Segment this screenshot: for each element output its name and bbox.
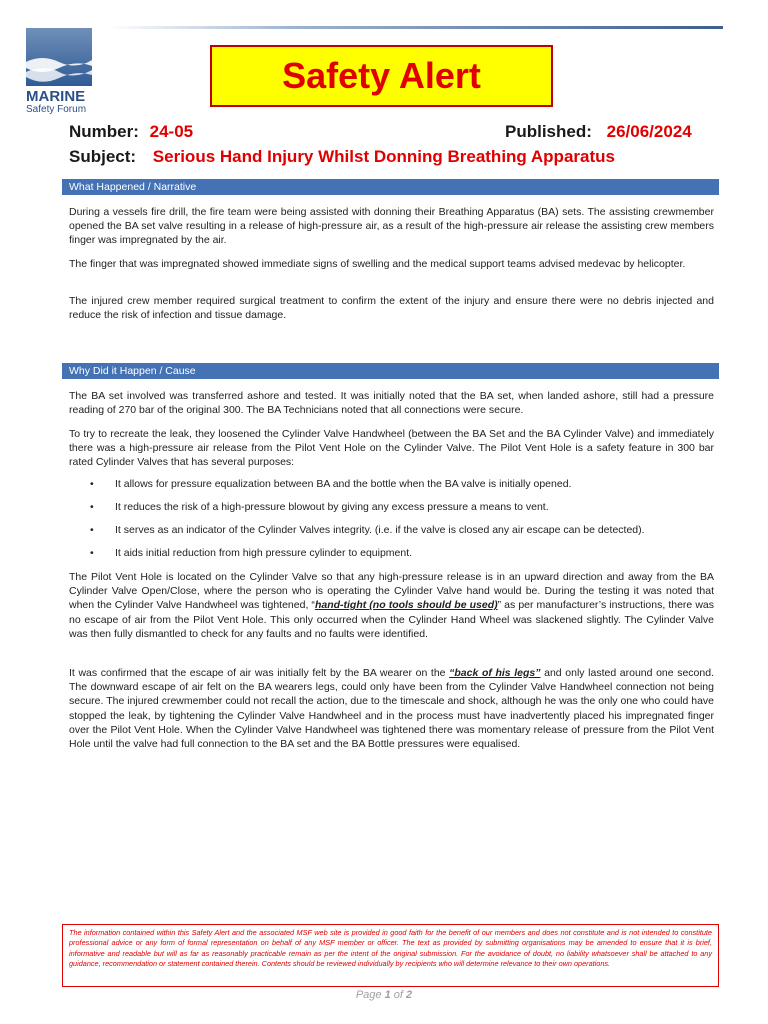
bullet-glyph: • (90, 524, 94, 536)
page-current: 1 (384, 989, 391, 1001)
bullet-text: It reduces the risk of a high-pressure blowout by giving any excess pressure a means to vent. (115, 501, 549, 513)
header-rule (108, 26, 723, 29)
list-item (90, 547, 710, 570)
cause-paragraph-2: To try to recreate the leak, they loosened the Cylinder Valve Handwheel (between the BA Set and the BA Cylinder Valve) and immediately there was a high-pressure air release from the Pilot Vent Hole on the Cylinder Valve. The Pilot Vent Hole is a safety feature in 300 bar rated Cylinder Valves that has several purposes: (69, 428, 714, 469)
wave-icon (26, 28, 92, 86)
published-value: 26/06/2024 (606, 122, 692, 141)
purpose-bullet-list (90, 478, 710, 570)
cause-paragraph-1: The BA set involved was transferred ashore and tested. It was initially noted that the BA set, when landed ashore, still had a pressure reading of 270 bar of the original 300. The BA Technicians noted that all connections were secure. (69, 390, 714, 417)
bullet-glyph: • (90, 478, 94, 490)
paragraph-text: ” as per manufacturer’s instructions, there was no escape of air from the Pilot Vent Hole. This only occurred when the Cylinder Hand Wheel was slackened slightly. The Cylinder Valve was then fully dismantled to check for any faults and no faults were identified. (69, 599, 715, 640)
emphasis-back-of-legs: “back of his legs” (449, 667, 541, 679)
list-item (90, 478, 710, 501)
paragraph-text: The Pilot Vent Hole is located on the Cylinder Valve so that any high-pressure release is in an upward direction and away from the BA Cylinder Valve Open/Close, where the person who is operating the Cylinder Valve hand would be. During the testing it was noted that when the Cylinder Valve Handwheel was tightened, “ (69, 571, 714, 612)
bullet-text: It aids initial reduction from high pressure cylinder to equipment. (115, 547, 413, 559)
narrative-paragraph-1: During a vessels fire drill, the fire team were being assisted with donning their Breathing Apparatus (BA) sets. The assisting crewmember opened the BA set valve resulting in a release of high-pressure air, as a result of the high-pressure air release the assisting crew members finger was impregnated by the air. (69, 206, 714, 247)
subject-label: Subject: (69, 147, 137, 166)
logo-subtitle: Safety Forum (26, 104, 87, 115)
narrative-paragraph-2: The finger that was impregnated showed immediate signs of swelling and the medical support teams advised medevac by helicopter. (69, 258, 686, 270)
bullet-glyph: • (90, 501, 94, 513)
bullet-text: It serves as an indicator of the Cylinder Valves integrity. (i.e. if the valve is closed any air escape can be detected). (115, 524, 645, 536)
published-label: Published: (505, 122, 592, 141)
emphasis-hand-tight: hand-tight (no tools should be used) (314, 599, 498, 612)
section-header-why-did-it-happen: Why Did it Happen / Cause (62, 363, 719, 379)
page-number (0, 989, 768, 1001)
page-prefix: Page (355, 989, 385, 1001)
subject-row (69, 147, 615, 167)
legal-disclaimer: The information contained within this Safety Alert and the associated MSF web site is provided in good faith for the benefit of our members and does not constitute and is not intended to constitute professional advice or any form of formal representation on behalf of any MSF member or officer. The text as provided by submitting organisations may be amended to ensure that it is brief, informative and readable but will as far as reasonably practicable remain as per the intent of the original submission. For the avoidance of doubt, no liability whatsoever shall be attached to any guidance, recommendation or statement contained therein. Contents should be reviewed individually by recipients who will determine relevance to their own operations. (62, 924, 719, 987)
safety-alert-banner (210, 45, 553, 107)
page-total: 2 (406, 989, 413, 1001)
marine-safety-forum-logo (26, 28, 96, 120)
list-item (90, 524, 710, 547)
narrative-paragraph-3: The injured crew member required surgical treatment to confirm the extent of the injury and ensure there were no debris injected and reduce the risk of infection and tissue damage. (69, 295, 714, 322)
bullet-text: It allows for pressure equalization between BA and the bottle when the BA valve is initially opened. (115, 478, 572, 490)
paragraph-text: and only lasted around one second. The downward escape of air felt on the BA wearers legs, could only have been from the Cylinder Valve Handwheel connection not being secure. The injured crewmember could not recall the action, due to the timescale and shock, although he was the only one who could have stopped the leak, by tightening the Cylinder Valve Handwheel and in the process must have inadvertently placed his impregnated finger over the Pilot Vent Hole. When the Cylinder Valve Handwheel was tightened there was momentary release of pressure from the Pilot Vent Hole until the valve had full connection to the BA set and the BA Bottle pressures were equalised. (69, 667, 714, 751)
bullet-glyph: • (90, 547, 94, 559)
logo-wordmark: MARINE (26, 88, 86, 105)
list-item (90, 501, 710, 524)
page-mid: of (390, 989, 407, 1001)
cause-paragraph-4 (69, 666, 714, 751)
cause-paragraph-3 (69, 570, 714, 641)
section-header-what-happened: What Happened / Narrative (62, 179, 719, 195)
number-value: 24-05 (149, 122, 194, 141)
published-row (505, 122, 692, 142)
number-row (69, 122, 193, 142)
paragraph-text: It was confirmed that the escape of air was initially felt by the BA wearer on the (69, 667, 450, 679)
alert-title: Safety Alert (282, 55, 481, 96)
number-label: Number: (69, 122, 139, 141)
subject-value: Serious Hand Injury Whilst Donning Breathing Apparatus (152, 147, 615, 166)
